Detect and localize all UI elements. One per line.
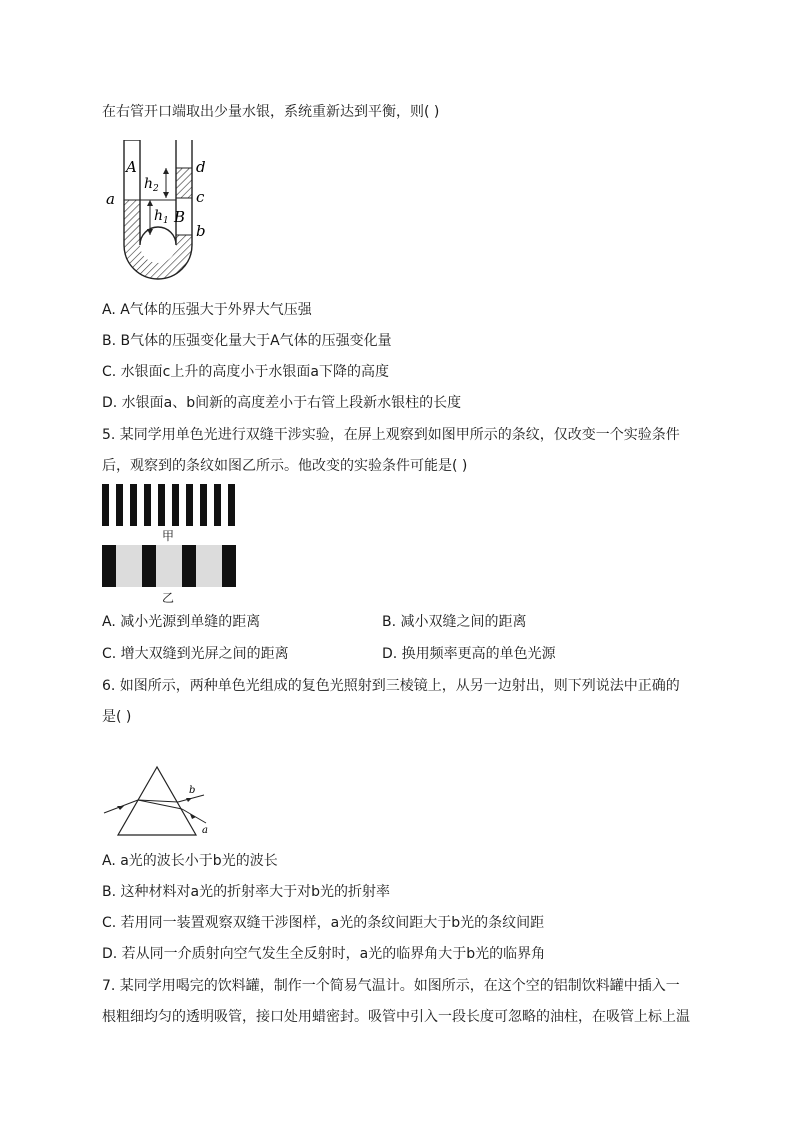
- q4-option-c: C. 水银面c上升的高度小于水银面a下降的高度: [102, 364, 389, 380]
- q6-stem-line1: 6. 如图所示，两种单色光组成的复色光照射到三棱镜上，从另一边射出，则下列说法中正确的: [102, 678, 680, 694]
- label-B: B: [174, 208, 186, 226]
- q6-stem-line2: 是( ): [102, 709, 132, 725]
- q4-option-b: B. B气体的压强变化量大于A气体的压强变化量: [102, 333, 392, 349]
- label-b: b: [189, 785, 196, 796]
- q6-option-c: C. 若用同一装置观察双缝干涉图样，a光的条纹间距大于b光的条纹间距: [102, 915, 545, 931]
- label-A: A: [126, 158, 137, 176]
- label-h1: $h_1$: [154, 208, 169, 226]
- q5-option-d: D. 换用频率更高的单色光源: [382, 646, 556, 662]
- q6-option-a: A. a光的波长小于b光的波长: [102, 853, 278, 869]
- q5-option-b: B. 减小双缝之间的距离: [382, 614, 527, 630]
- label-c: c: [196, 188, 205, 206]
- label-b: b: [196, 222, 206, 240]
- q4-option-a: A. A气体的压强大于外界大气压强: [102, 302, 312, 318]
- q5-stem-line1: 5. 某同学用单色光进行双缝干涉实验，在屏上观察到如图甲所示的条纹，仅改变一个实验条件: [102, 427, 680, 443]
- q7-stem-line2: 根粗细均匀的透明吸管，接口处用蜡密封。吸管中引入一段长度可忽略的油柱，在吸管上标上温: [102, 1009, 690, 1025]
- fringe-figure-jia: [102, 484, 236, 526]
- q6-option-d: D. 若从同一介质射向空气发生全反射时，a光的临界角大于b光的临界角: [102, 946, 546, 962]
- q4-option-d: D. 水银面a、b间新的高度差小于右管上段新水银柱的长度: [102, 395, 462, 411]
- mercury-upper-column: [176, 168, 192, 198]
- fringe-figure-yi: [102, 545, 236, 587]
- q6-option-b: B. 这种材料对a光的折射率大于对b光的折射率: [102, 884, 390, 900]
- label-a: a: [202, 825, 208, 836]
- q7-stem-line1: 7. 某同学用喝完的饮料罐，制作一个简易气温计。如图所示，在这个空的铝制饮料罐中插入一: [102, 978, 680, 994]
- label-d: d: [196, 158, 206, 176]
- caption-jia: 甲: [162, 529, 175, 543]
- caption-yi: 乙: [162, 591, 175, 605]
- label-h2: $h_2$: [144, 176, 159, 194]
- q5-stem-line2: 后，观察到的条纹如图乙所示。他改变的实验条件可能是( ): [102, 458, 468, 474]
- q5-option-a: A. 减小光源到单缝的距离: [102, 614, 261, 630]
- prism-figure: [102, 765, 222, 840]
- q4-stem: 在右管开口端取出少量水银，系统重新达到平衡，则( ): [102, 104, 440, 120]
- label-a: a: [106, 190, 115, 208]
- q5-option-c: C. 增大双缝到光屏之间的距离: [102, 646, 289, 662]
- u-tube-figure: [104, 140, 214, 285]
